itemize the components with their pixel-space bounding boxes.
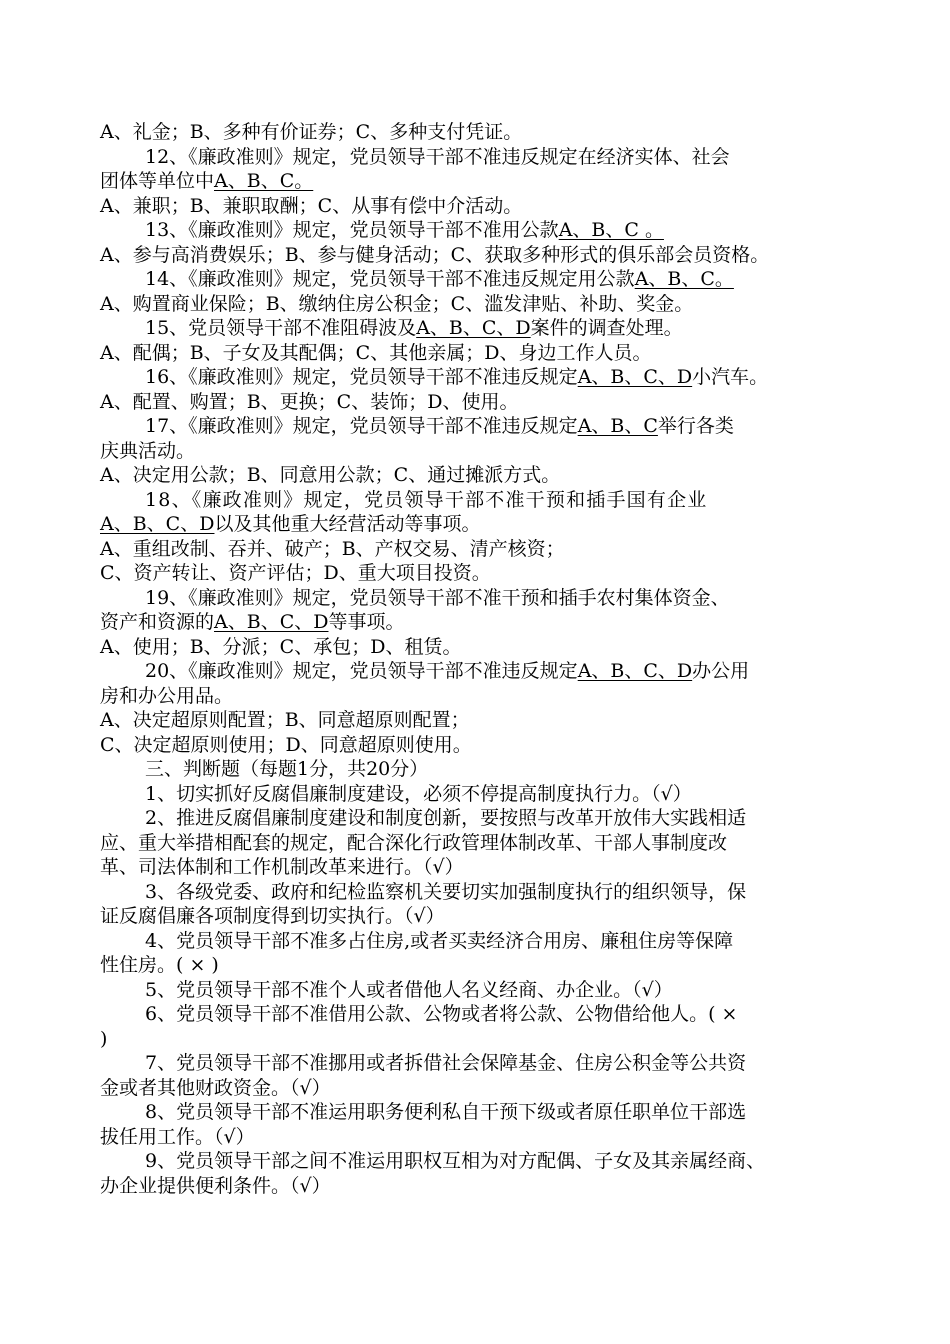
text-line bbox=[100, 904, 855, 929]
text-span: 团体等单位中 bbox=[100, 170, 215, 192]
text-line bbox=[100, 316, 855, 341]
text-line bbox=[100, 610, 855, 635]
text-span: 16、《廉政准则》规定，党员领导干部不准违反规定 bbox=[145, 366, 578, 388]
text-span: C、决定超原则使用；D、同意超原则使用。 bbox=[100, 733, 472, 756]
text-line bbox=[100, 512, 855, 537]
text-span: 15、党员领导干部不准阻碍波及 bbox=[145, 317, 417, 339]
text-span: A、配偶；B、子女及其配偶；C、其他亲属；D、身边工作人员。 bbox=[100, 341, 652, 364]
answer-underlined: A、B、C、D bbox=[214, 611, 329, 633]
text-line bbox=[100, 806, 855, 831]
text-span: 5、党员领导干部不准个人或者借他人名义经商、办企业。（√） bbox=[145, 978, 673, 1001]
text-line bbox=[100, 831, 855, 856]
text-span: 2、推进反腐倡廉制度建设和制度创新，要按照与改革开放伟大实践相适 bbox=[145, 807, 747, 829]
text-span: A、配置、购置；B、更换；C、装饰；D、使用。 bbox=[100, 390, 519, 413]
text-span: 以及其他重大经营活动等事项。 bbox=[214, 513, 481, 535]
text-line bbox=[100, 684, 855, 709]
text-line bbox=[100, 488, 855, 513]
text-line bbox=[100, 757, 855, 782]
text-line bbox=[100, 635, 855, 660]
answer-underlined: A、B、C。 bbox=[214, 170, 314, 192]
text-span: 3、各级党委、政府和纪检监察机关要切实加强制度执行的组织领导，保 bbox=[145, 880, 747, 903]
text-span: 证反腐倡廉各项制度得到切实执行。（√） bbox=[100, 905, 445, 927]
text-span: 三、判断题（每题1分，共20分） bbox=[145, 758, 429, 780]
text-line bbox=[100, 782, 855, 807]
text-line bbox=[100, 390, 855, 415]
text-line bbox=[100, 365, 855, 390]
answer-underlined: A、B、C bbox=[577, 415, 658, 437]
text-span: 9、党员领导干部之间不准运用职权互相为对方配偶、子女及其亲属经商、 bbox=[145, 1150, 766, 1172]
text-span: 办公用 bbox=[692, 660, 750, 682]
text-line bbox=[100, 145, 855, 170]
text-span: 性住房。( × ) bbox=[100, 954, 219, 976]
text-span: 20、《廉政准则》规定，党员领导干部不准违反规定 bbox=[145, 660, 578, 682]
document-page bbox=[100, 120, 855, 1198]
text-span: 办企业提供便利条件。（√） bbox=[100, 1174, 331, 1197]
text-line bbox=[100, 463, 855, 488]
text-line bbox=[100, 880, 855, 905]
text-span: A、决定超原则配置；B、同意超原则配置； bbox=[100, 709, 470, 731]
text-line bbox=[100, 292, 855, 317]
text-span: ) bbox=[100, 1027, 108, 1050]
answer-underlined: A、B、C。 bbox=[634, 268, 734, 290]
text-line bbox=[100, 414, 855, 439]
text-span: 举行各类 bbox=[657, 415, 734, 437]
text-span: A、重组改制、吞并、破产；B、产权交易、清产核资； bbox=[100, 537, 565, 560]
text-span: A、使用；B、分派；C、承包；D、租赁。 bbox=[100, 635, 462, 658]
text-span: 应、重大举措相配套的规定，配合深化行政管理体制改革、干部人事制度改 bbox=[100, 831, 728, 854]
text-line bbox=[100, 586, 855, 611]
text-span: A、决定用公款；B、同意用公款；C、通过摊派方式。 bbox=[100, 464, 561, 486]
text-span: A、兼职；B、兼职取酬；C、从事有偿中介活动。 bbox=[100, 194, 523, 217]
text-span: 拔任用工作。（√） bbox=[100, 1125, 255, 1148]
text-span: 庆典活动。 bbox=[100, 439, 196, 462]
text-line bbox=[100, 708, 855, 733]
text-line bbox=[100, 1125, 855, 1150]
text-span: 18、《廉政准则》规定，党员领导干部不准干预和插手国有企业 bbox=[145, 488, 708, 511]
answer-underlined: A、B、C 。 bbox=[558, 219, 664, 241]
text-line bbox=[100, 1149, 855, 1174]
text-line bbox=[100, 953, 855, 978]
text-span: C、资产转让、资产评估；D、重大项目投资。 bbox=[100, 562, 491, 584]
text-line bbox=[100, 169, 855, 194]
text-span: 4、党员领导干部不准多占住房,或者买卖经济合用房、廉租住房等保障 bbox=[145, 929, 734, 952]
text-line bbox=[100, 341, 855, 366]
text-line bbox=[100, 659, 855, 684]
text-span: 6、党员领导干部不准借用公款、公物或者将公款、公物借给他人。( × bbox=[145, 1003, 738, 1025]
text-span: A、购置商业保险；B、缴纳住房公积金；C、滥发津贴、补助、奖金。 bbox=[100, 292, 694, 315]
text-line bbox=[100, 1027, 855, 1052]
text-line bbox=[100, 194, 855, 219]
text-span: 革、司法体制和工作机制改革来进行。（√） bbox=[100, 856, 464, 878]
text-line bbox=[100, 733, 855, 758]
text-line bbox=[100, 978, 855, 1003]
text-line bbox=[100, 855, 855, 880]
text-span: 小汽车。 bbox=[692, 366, 769, 388]
answer-underlined: A、B、C、D bbox=[100, 513, 215, 535]
text-span: 8、党员领导干部不准运用职务便利私自干预下级或者原任职单位干部选 bbox=[145, 1101, 747, 1123]
answer-underlined: A、B、C、D bbox=[577, 366, 693, 388]
text-line bbox=[100, 1174, 855, 1199]
text-line bbox=[100, 1100, 855, 1125]
text-span: 14、《廉政准则》规定，党员领导干部不准违反规定用公款 bbox=[145, 268, 635, 290]
text-span: 19、《廉政准则》规定，党员领导干部不准干预和插手农村集体资金、 bbox=[145, 586, 730, 609]
text-line bbox=[100, 1051, 855, 1076]
text-line bbox=[100, 439, 855, 464]
text-span: 房和办公用品。 bbox=[100, 684, 234, 707]
text-line bbox=[100, 120, 855, 145]
text-line bbox=[100, 537, 855, 562]
text-line bbox=[100, 218, 855, 243]
text-span: 等事项。 bbox=[328, 611, 405, 633]
text-span: A、参与高消费娱乐；B、参与健身活动；C、获取多种形式的俱乐部会员资格。 bbox=[100, 243, 770, 266]
text-line bbox=[100, 243, 855, 268]
text-span: A、礼金；B、多种有价证券；C、多种支付凭证。 bbox=[100, 121, 523, 143]
answer-underlined: A、B、C、D bbox=[416, 317, 531, 339]
text-span: 金或者其他财政资金。（√） bbox=[100, 1076, 331, 1099]
text-line bbox=[100, 1002, 855, 1027]
answer-underlined: A、B、C、D bbox=[577, 660, 693, 682]
text-span: 1、切实抓好反腐倡廉制度建设，必须不停提高制度执行力。（√） bbox=[145, 782, 692, 805]
text-span: 7、党员领导干部不准挪用或者拆借社会保障基金、住房公积金等公共资 bbox=[145, 1052, 747, 1074]
text-line bbox=[100, 929, 855, 954]
text-span: 17、《廉政准则》规定，党员领导干部不准违反规定 bbox=[145, 415, 578, 437]
text-line bbox=[100, 267, 855, 292]
text-line bbox=[100, 1076, 855, 1101]
text-span: 资产和资源的 bbox=[100, 611, 215, 633]
text-line bbox=[100, 561, 855, 586]
text-span: 12、《廉政准则》规定，党员领导干部不准违反规定在经济实体、社会 bbox=[145, 145, 730, 168]
text-span: 案件的调查处理。 bbox=[530, 317, 683, 339]
text-span: 13、《廉政准则》规定，党员领导干部不准用公款 bbox=[145, 219, 559, 241]
